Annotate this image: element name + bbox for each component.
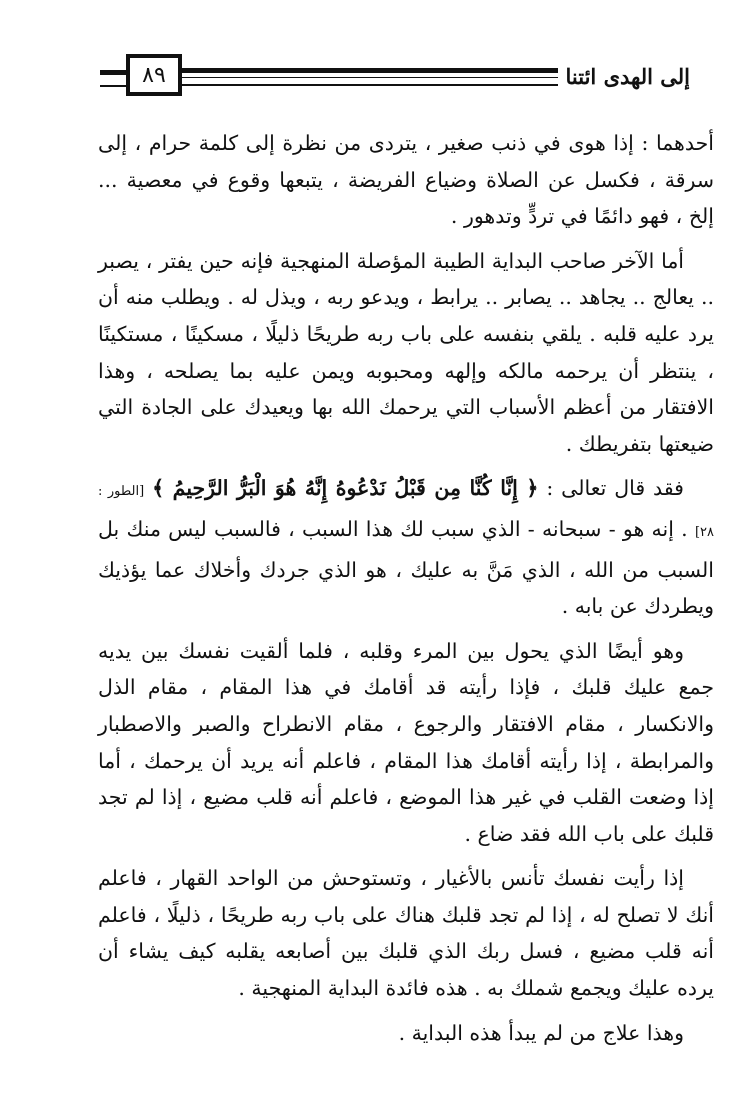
page-body: [98, 125, 714, 1059]
paragraph-5: وهذا علاج من لم يبدأ هذه البداية .: [398, 1020, 684, 1045]
verse-intro: فقد قال تعالى :: [546, 476, 684, 501]
paragraph-4: إذا رأيت نفسك تأنس بالأغيار ، وتستوحش من الواحد القهار ، فاعلم أنك لا تصلح له ، إذا لم تجد قلبك هناك على باب ربه طريحًا ، ذليلًا ، فاعلم أنه قلب مضيع ، فسل ربك الذي قلبك بين أصابعه يقلبه كيف يشاء أن يرده عليك ويجمع شملك به . هذه فائدة البداية المنهجية .: [98, 866, 714, 1001]
paragraph-1: أحدهما : إذا هوى في ذنب صغير ، يتردى من نظرة إلى كلمة حرام ، إلى سرقة ، فكسل عن الصلاة وضياع الفريضة ، يتبعها وقوع في معصية ... إلخ ، فهو دائمًا في تردٍّ وتدهور .: [98, 131, 714, 229]
quran-verse: ﴿ إِنَّا كُنَّا مِن قَبْلُ نَدْعُوهُ إِنَّهُ هُوَ الْبَرُّ الرَّحِيمُ ﴾: [152, 476, 539, 501]
page-number: ٨٩: [142, 62, 166, 88]
paragraph-verse: [98, 470, 714, 624]
paragraph-2: أما الآخر صاحب البداية الطيبة المؤصلة المنهجية فإنه حين يفتر ، يصبر .. يعالج .. يجاهد .. يصابر .. يرابط ، ويدعو ربه ، ويذل له . ويطلب منه أن يرد عليه قلبه . يلقي بنفسه على باب ربه طريحًا ذليلًا ، مسكينًا ، مستكينًا ، ينتظر أن يرحمه مالكه وإلهه ومحبوبه ويمن عليه بما يصلحه ، وهذا الافتقار من أعظم الأسباب التي يرحمك الله بها ويعيدك على الجادة التي ضيعتها بتفريطك .: [98, 248, 714, 456]
page-header: [96, 50, 690, 102]
page-number-box: [126, 54, 182, 96]
verse-reference: [الطور : ٢٨]: [98, 484, 714, 540]
paragraph-3: وهو أيضًا الذي يحول بين المرء وقلبه ، فلما ألقيت نفسك بين يديه جمع عليك قلبك ، فإذا رأيته قد أقامك في هذا المقام ، مقام الذل والانكسار ، مقام الافتقار والرجوع ، مقام الانطراح والصبر والاصطبار والمرابطة ، إذا رأيته أقامك هذا المقام ، فاعلم أنه يريد أن يرحمك ، أما إذا وضعت القلب في غير هذا الموضع ، فاعلم أنه قلب مضيع ، إذا لم تجد قلبك على باب الله فقد ضاع .: [98, 638, 714, 846]
verse-commentary: . إنه هو - سبحانه - الذي سبب لك هذا السبب ، فالسبب ليس منك بل السبب من الله ، الذي مَنَّ به عليك ، هو الذي جردك وأخلاك عما يؤذيك ويطردك عن بابه .: [98, 516, 714, 619]
running-title: إلى الهدى ائتنا: [558, 64, 690, 89]
